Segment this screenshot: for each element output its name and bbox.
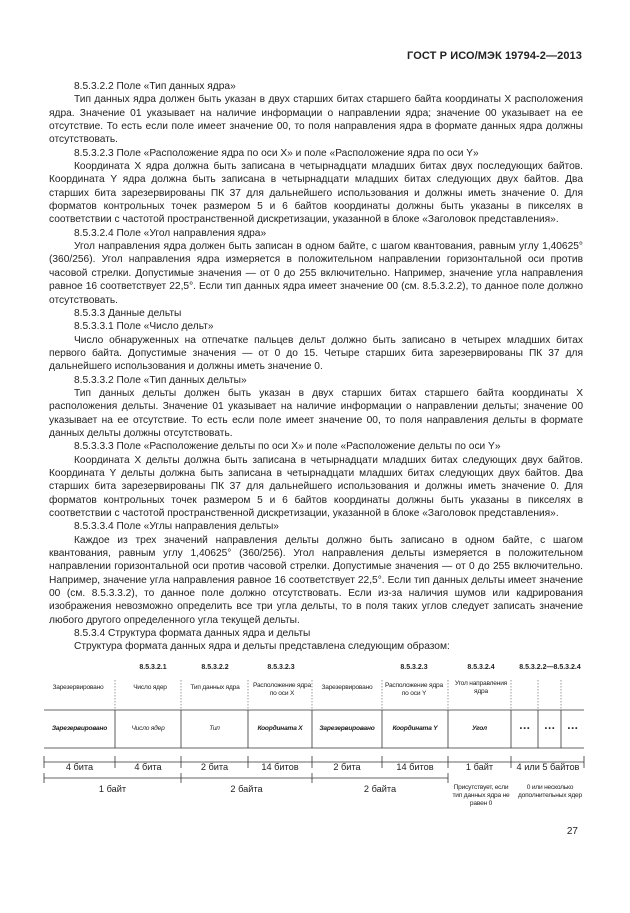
paragraph: Каждое из трех значений направления дельты должно быть записано в одном байте, с шагом квантования, равным углу 1,40625° (360/256). Угол направления дельты измеряется в положительном направлении горизонтальной оси против часовой стрелки. Допустимые значения — от 0 до 255 включительно. Например, значение угла направления равное 16 соответствует 22,5°. Если тип данных дельты имеет значение 00 (см. 8.5.3.3.2), то данное поле должно отсутствовать. Если из-за наличия шумов или кадрирования изображения невозможно определить все три угла дельты, то в поля таких углов следует записать значение любого другого определенного угла текущей дельты. (49, 534, 583, 626)
bit-size: 1 байт (465, 762, 494, 772)
field-label: Угол направления ядра (454, 680, 508, 695)
ref-label: 8.5.3.2.2 (201, 664, 229, 671)
paragraph: Число обнаруженных на отпечатке пальцев дельт должно быть записано в четырех младших битах первого байта. Допустимые значения — от 0 до 15. Четыре старших бита зарезервированы ПК 37 для дальнейшего использования и должны иметь значение 0. (49, 334, 583, 373)
section-heading: 8.5.3.3 Данные дельты (74, 307, 182, 319)
cell-coord-x: Координата X (257, 725, 303, 732)
field-label: Расположение ядра по оси X (252, 682, 311, 697)
cell-angle: Угол (472, 725, 487, 732)
ref-label: 8.5.3.2.3 (400, 664, 428, 671)
cell-core-count: Число ядер (131, 725, 165, 732)
paragraph: Координата X дельты должна быть записана в четырнадцати младших битах следующих двух байтов. Координата Y дельты должна быть записана в четырнадцати младших битах следующих двух байтов. Два старших бита зарезервированы ПК 37 для дальнейшего использования и должны иметь значение 0. Для форматов контрольных точек размером 5 и 6 байтов координаты должны быть указаны в пикселях в соответствии с частотой пространственной дискретизации, указанной в блоке «Заголовок представления». (49, 454, 583, 519)
cell-reserved: Зарезервировано (51, 725, 108, 732)
section-heading: 8.5.3.3.2 Поле «Тип данных дельты» (74, 374, 247, 386)
cell-more: • • • (519, 725, 530, 732)
paragraph: Угол направления ядра должен быть записан в одном байте, с шагом квантования, равным углу 1,40625° (360/256). Угол направления ядра измеряется в положительном направлении горизонтальной оси против часовой стрелки. Допустимые значения — от 0 до 255 включительно. Например, значение угла направления равное 16 соответствует 22,5°. Если тип данных ядра имеет значение 00 (см. 8.5.3.2.2), то данное поле должно отсутствовать. (49, 241, 583, 306)
section-heading: 8.5.3.4 Структура формата данных ядра и дельты (74, 628, 311, 640)
page-number: 27 (566, 826, 578, 837)
section-heading: 8.5.3.3.1 Поле «Число дельт» (74, 321, 214, 333)
field-label: Тип данных ядра (190, 684, 240, 691)
bit-size: 4 или 5 байтов (516, 762, 580, 772)
cell-type: Тип (209, 725, 220, 732)
paragraph: Тип данных дельты должен быть указан в двух старших битах старшего байта координаты X расположения дельты. Значение 01 указывает на наличие информации о направлении дельты; значение 00 указывает на ее отсутствие. То есть если поле имеет значение 00, то поля направления дельты в формате данных дельты должны отсутствовать. (49, 387, 583, 439)
section-heading: 8.5.3.2.4 Поле «Угол направления ядра» (74, 227, 267, 239)
byte-size: 2 байта (230, 784, 263, 794)
bit-size: 4 бита (65, 762, 94, 772)
byte-size: 2 байта (363, 784, 397, 794)
field-label: Число ядер (133, 684, 167, 691)
ref-label: 8.5.3.2.4 (467, 664, 495, 671)
cell-coord-y: Координата Y (392, 725, 438, 732)
section-heading: 8.5.3.3.3 Поле «Расположение дельты по оси X» и поле «Расположение дельты по оси Y» (74, 441, 501, 453)
section-heading: 8.5.3.2.2 Поле «Тип данных ядра» (74, 81, 236, 92)
note-angle: Присутствует, если тип данных ядра не равен 0 (452, 784, 510, 807)
cell-more: • • • (544, 725, 555, 732)
bit-size: 4 бита (134, 762, 162, 772)
paragraph: Структура формата данных ядра и дельты представлена следующим образом: (74, 641, 450, 653)
field-label: Зарезервировано (321, 684, 373, 691)
paragraph: Координата X ядра должна быть записана в четырнадцати младших битах двух последующих байтов. Координата Y ядра должна быть записана в четырнадцати младших битах следующих двух байтов. Два старших бита зарезервированы ПК 37 для дальнейшего использования и должны иметь значение 0. Для форматов контрольных точек размером 5 и 6 байтов координаты должны быть указаны в пикселях в соответствии с частотой пространственной дискретизации, указанной в блоке «Заголовок представления». (49, 161, 583, 226)
field-label: Зарезервировано (52, 684, 104, 691)
cell-more: • • • (567, 725, 578, 732)
ref-label: 8.5.3.2.3 (267, 664, 295, 671)
bit-size: 2 бита (200, 762, 229, 772)
section-heading: 8.5.3.3.4 Поле «Углы направления дельты» (74, 521, 279, 533)
ref-label: 8.5.3.2.1 (139, 664, 167, 671)
body-text (49, 80, 583, 654)
ref-label: 8.5.3.2.2—8.5.3.2.4 (519, 664, 581, 671)
field-label: Расположение ядра по оси Y (384, 682, 443, 697)
bit-size: 14 битов (261, 762, 299, 772)
document-header: ГОСТ Р ИСО/МЭК 19794-2—2013 (407, 50, 582, 62)
cell-reserved: Зарезервировано (319, 725, 375, 732)
paragraph: Тип данных ядра должен быть указан в двух старших битах старшего байта координаты X расположения ядра. Значение 01 указывает на наличие информации о направлении ядра; значение 00 указывает на ее отсутствие. То есть если поле имеет значение 00, то поля направления ядра в формате данных ядра должны отсутствовать. (49, 94, 583, 146)
byte-size: 1 байт (98, 784, 127, 794)
note-extra: 0 или несколько дополнительных ядер (518, 784, 582, 799)
bit-size: 2 бита (333, 762, 361, 772)
bit-size: 14 битов (396, 762, 434, 772)
section-heading: 8.5.3.2.3 Поле «Расположение ядра по оси X» и поле «Расположение ядра по оси Y» (74, 147, 479, 159)
